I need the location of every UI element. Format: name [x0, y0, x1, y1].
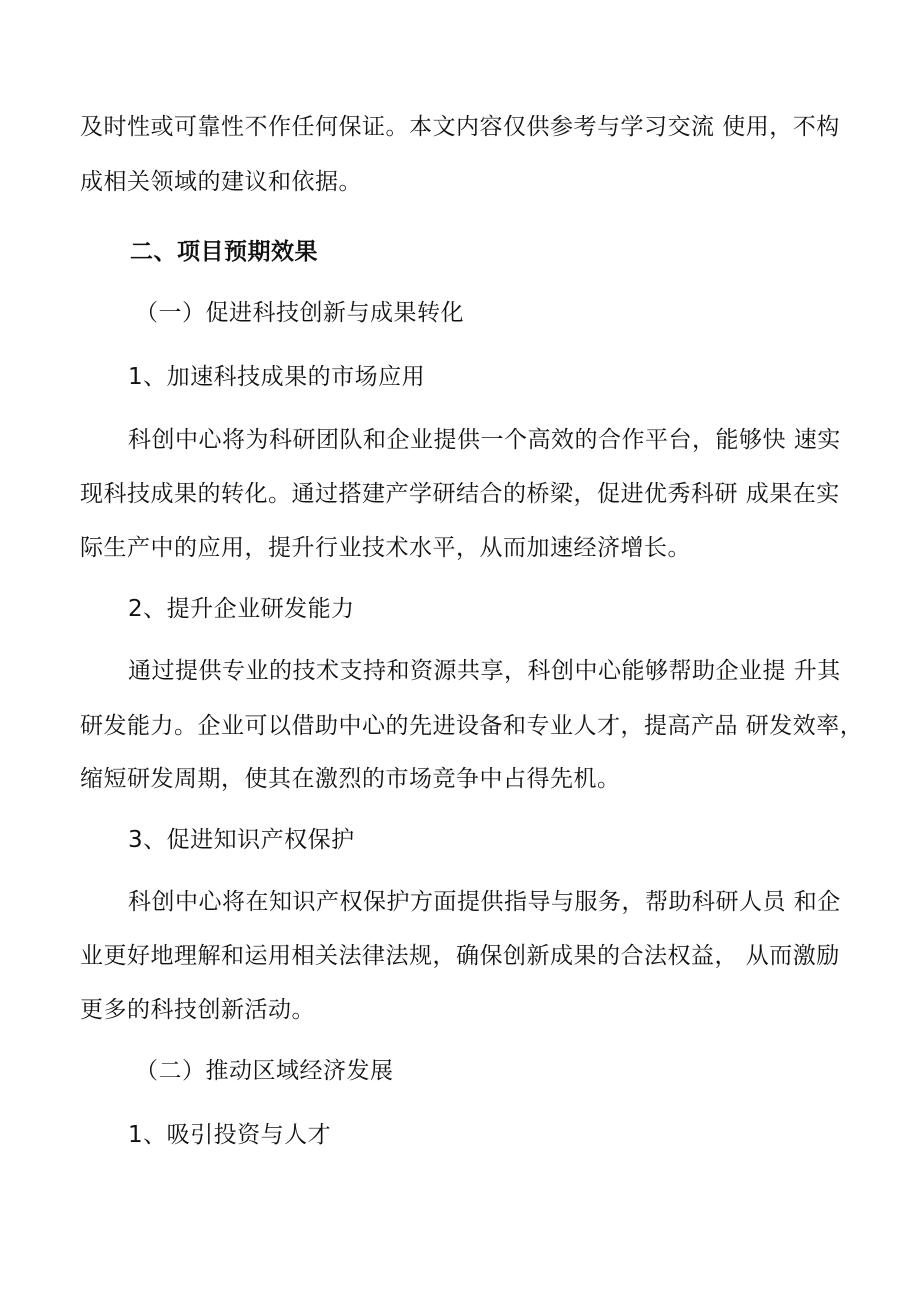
item-heading-3: 3、促进知识产权保护 [128, 827, 355, 853]
item3-para-line-3: 更多的科技创新活动。 [80, 997, 315, 1023]
subsection-heading-1: （一）促进科技创新与成果转化 [135, 300, 464, 326]
item-heading-1: 1、加速科技成果的市场应用 [128, 364, 426, 390]
item2-para-line-3: 缩短研发周期，使其在激烈的市场竞争中占得先机。 [80, 766, 621, 792]
intro-line-1: 及时性或可靠性不作任何保证。本文内容仅供参考与学习交流 使用，不构 [80, 114, 840, 140]
item1-para-line-1: 科创中心将为科研团队和企业提供一个高效的合作平台，能够快 速实 [128, 427, 841, 453]
item2-para-line-2: 研发能力。企业可以借助中心的先进设备和专业人才，提高产品 研发效率， [80, 713, 864, 739]
item-heading-4: 1、吸引投资与人才 [128, 1122, 332, 1148]
item-heading-2: 2、提升企业研发能力 [128, 596, 355, 622]
subsection-heading-2: （二）推动区域经济发展 [135, 1058, 394, 1084]
item2-para-line-1: 通过提供专业的技术支持和资源共享，科创中心能够帮助企业提 升其 [128, 658, 841, 684]
section-heading: 二、项目预期效果 [130, 239, 318, 265]
item3-para-line-1: 科创中心将在知识产权保护方面提供指导与服务，帮助科研人员 和企 [128, 889, 841, 915]
item3-para-line-2: 业更好地理解和运用相关法律法规，确保创新成果的合法权益， 从而激励 [80, 943, 840, 969]
item1-para-line-2: 现科技成果的转化。通过搭建产学研结合的桥梁，促进优秀科研 成果在实 [80, 481, 840, 507]
item1-para-line-3: 际生产中的应用，提升行业技术水平，从而加速经济增长。 [80, 535, 691, 561]
intro-line-2: 成相关领域的建议和依据。 [80, 169, 362, 195]
